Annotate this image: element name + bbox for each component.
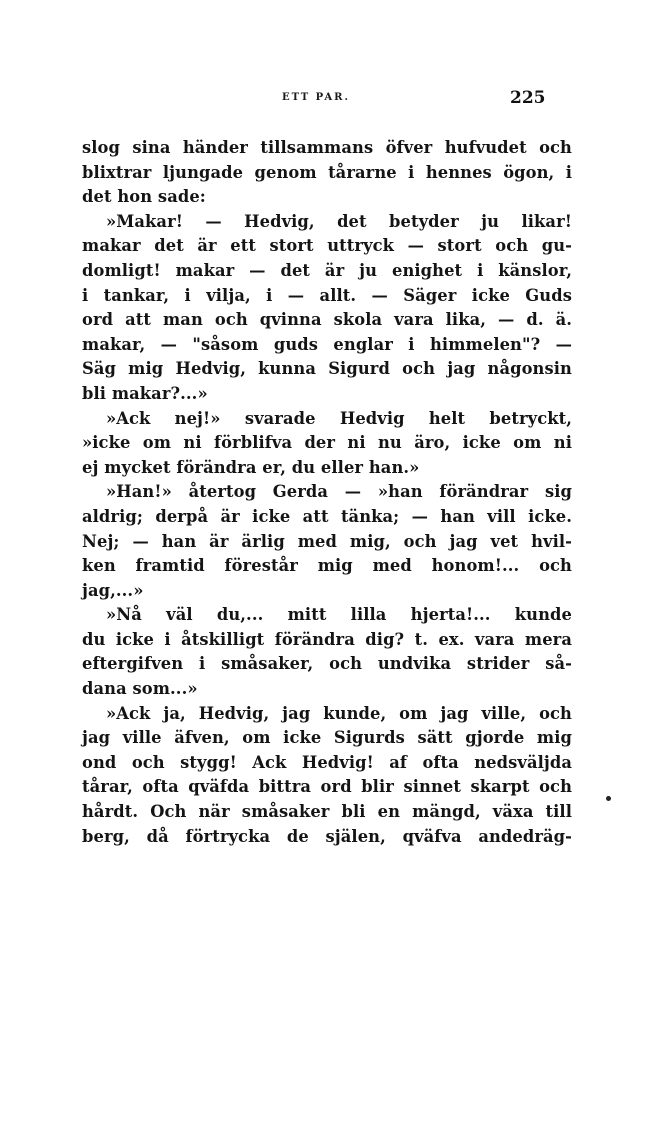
text-line: hårdt. Och när småsaker bli en mängd, växa till <box>82 802 572 822</box>
text-line: tårar, ofta qväfda bittra ord blir sinnet skarpt och <box>82 777 572 797</box>
page-number: 225 <box>510 88 546 108</box>
page-header <box>0 88 648 118</box>
text-line: makar det är ett stort uttryck — stort och gu- <box>82 236 572 256</box>
text-line: ond och stygg! Ack Hedvig! af ofta nedsväljda <box>82 752 572 772</box>
text-line: ej mycket förändra er, du eller han.» <box>82 457 420 477</box>
text-line: ord att man och qvinna skola vara lika, — d. ä. <box>82 310 572 330</box>
text-line: »Ack nej!» svarade Hedvig helt betryckt, <box>106 408 572 428</box>
text-line: bli makar?...» <box>82 383 208 403</box>
body-text <box>82 136 572 849</box>
text-line: blixtrar ljungade genom tårarne i hennes ögon, i <box>82 162 572 182</box>
text-line: domligt! makar — det är ju enighet i känslor, <box>82 260 572 280</box>
text-line: berg, då förtrycka de själen, qväfva andedräg- <box>82 826 572 846</box>
running-head: ETT PAR. <box>282 92 350 103</box>
text-line: ken framtid förestår mig med honom!... och <box>82 556 572 576</box>
text-line: Nej; — han är ärlig med mig, och jag vet hvil- <box>82 531 572 551</box>
text-line: eftergifven i småsaker, och undvika strider så- <box>82 654 572 674</box>
text-line: dana som...» <box>82 679 198 699</box>
text-line: det hon sade: <box>82 187 206 207</box>
text-line: aldrig; derpå är icke att tänka; — han vill icke. <box>82 506 572 526</box>
text-line: i tankar, i vilja, i — allt. — Säger icke Guds <box>82 285 572 305</box>
text-line: makar, — "såsom guds englar i himmelen"? — <box>82 334 572 354</box>
text-line: Säg mig Hedvig, kunna Sigurd och jag någonsin <box>82 359 572 379</box>
text-line: »Makar! — Hedvig, det betyder ju likar! <box>106 211 572 231</box>
text-line: »Ack ja, Hedvig, jag kunde, om jag ville, och <box>106 703 572 723</box>
text-line: slog sina händer tillsammans öfver hufvudet och <box>82 138 572 157</box>
text-line: du icke i åtskilligt förändra dig? t. ex. vara mera <box>82 629 572 649</box>
text-line: »Nå väl du,... mitt lilla hjerta!... kunde <box>106 605 572 625</box>
ink-speck <box>606 796 611 801</box>
text-line: »icke om ni förblifva der ni nu äro, icke om ni <box>82 433 572 453</box>
text-line: jag ville äfven, om icke Sigurds sätt gjorde mig <box>82 728 572 748</box>
text-line: »Han!» återtog Gerda — »han förändrar sig <box>106 482 572 502</box>
text-line: jag,...» <box>82 580 144 600</box>
